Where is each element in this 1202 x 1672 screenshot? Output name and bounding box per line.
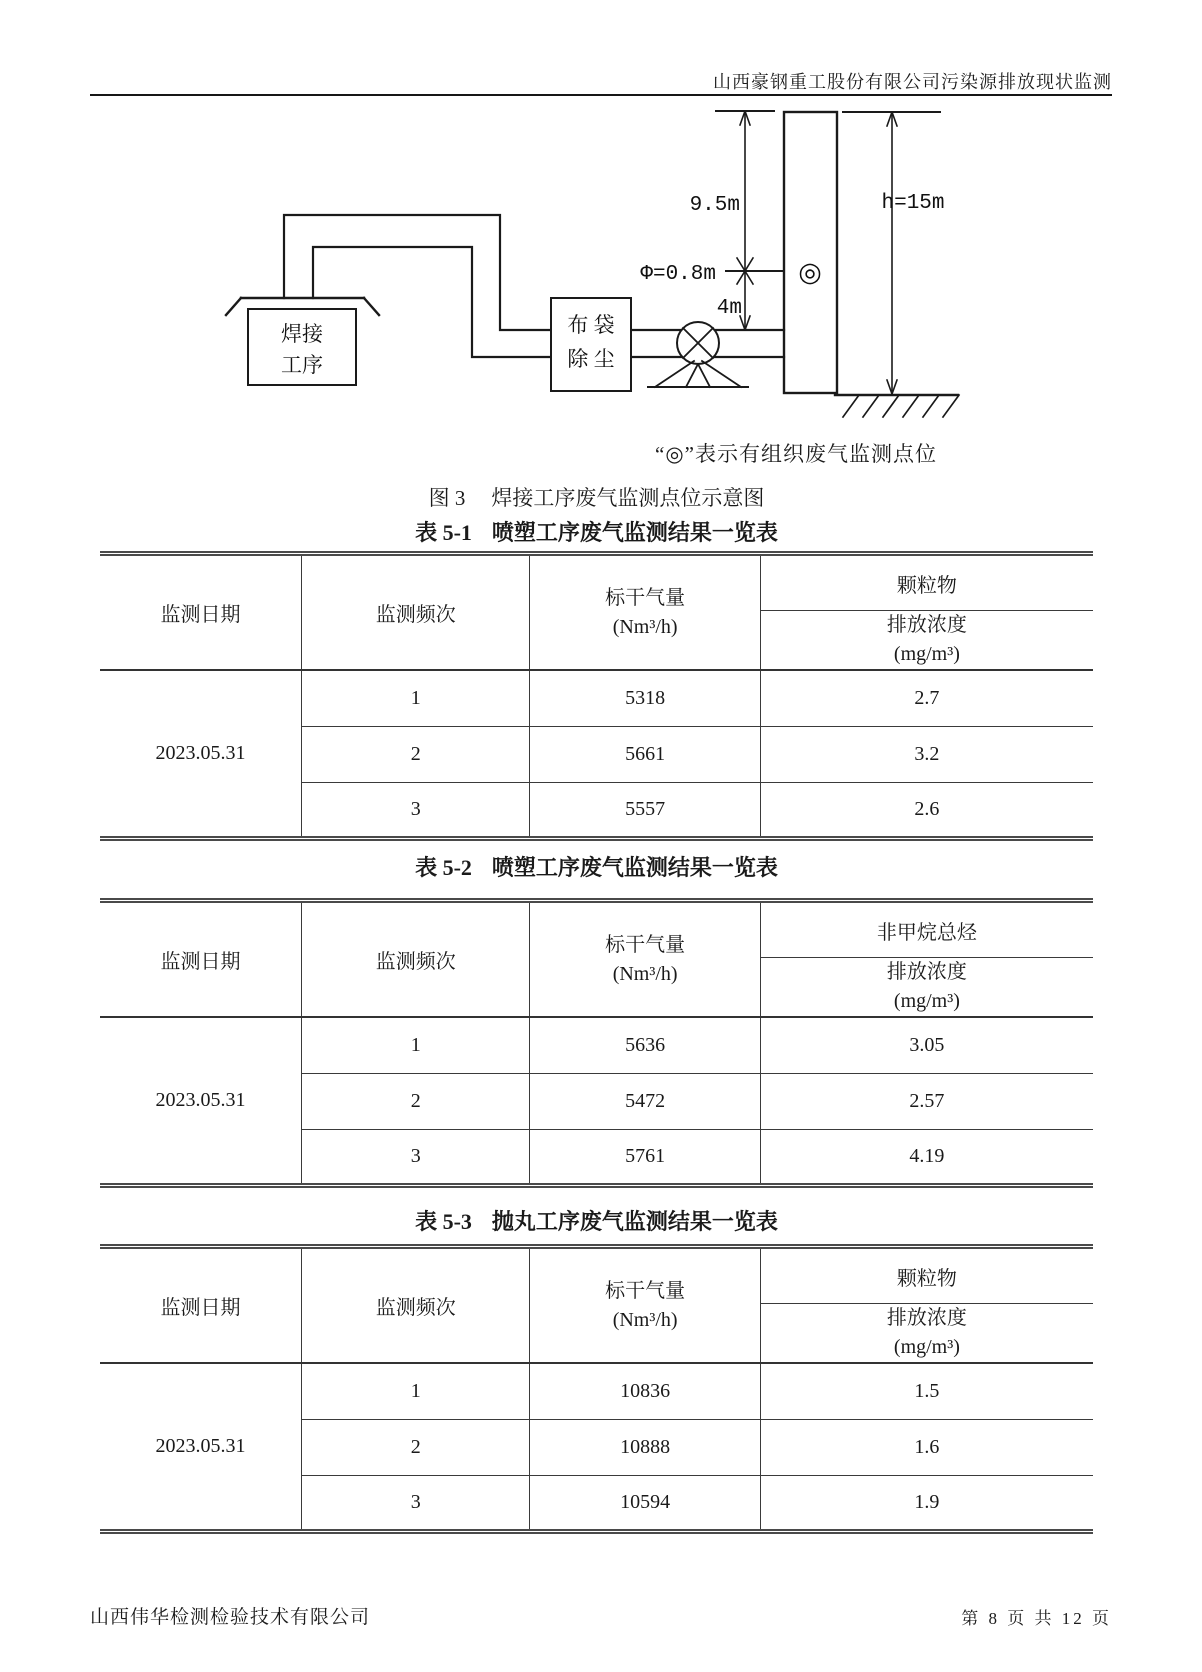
table3-title-text: 抛丸工序废气监测结果一览表 — [491, 1209, 778, 1234]
table2-header-date: 监测日期 — [160, 951, 241, 973]
figure-diagram — [0, 100, 1202, 420]
figure-caption — [100, 482, 1093, 512]
figure-legend: “◎”表示有组织废气监测点位 — [655, 442, 937, 466]
table1-title — [100, 516, 1093, 547]
table1-title-text: 喷塑工序废气监测结果一览表 — [491, 520, 778, 545]
table1-title-label: 表 5-1 — [415, 520, 472, 545]
table-row: 3 5557 2.6 — [100, 782, 1093, 838]
table2-header-pollutant: 非甲烷总烃 — [760, 901, 1093, 958]
table-row: 2 5472 2.57 — [100, 1073, 1093, 1129]
footer-company: 山西伟华检测检验技术有限公司 — [90, 1607, 371, 1628]
table1-date-cell: 2023.05.31 — [100, 670, 302, 838]
table-row: 3 10594 1.9 — [100, 1475, 1093, 1531]
table3-header-pollutant: 颗粒物 — [760, 1247, 1093, 1304]
duct-pipe-outer — [284, 215, 552, 330]
table2-title-label: 表 5-2 — [415, 855, 472, 880]
table-row: 2023.05.31 1 5636 3.05 — [100, 1017, 1093, 1073]
dim-label-4m: 4m — [716, 297, 742, 320]
table-row: 2 5661 3.2 — [100, 726, 1093, 782]
dimension-stack-height — [843, 112, 940, 394]
table-row: 2023.05.31 1 10836 1.5 — [100, 1363, 1093, 1419]
table1-header-date: 监测日期 — [160, 604, 241, 626]
welding-box-label-line2: 工序 — [281, 353, 323, 377]
table3-header-date: 监测日期 — [160, 1297, 241, 1319]
stack — [784, 112, 837, 393]
monitor-point-symbol: ◎ — [798, 257, 822, 287]
table1-header-concentration: 排放浓度 (mg/m³) — [760, 611, 1093, 671]
dim-label-9-5m: 9.5m — [689, 194, 740, 217]
header-rule — [90, 94, 1112, 96]
welding-box-label-line1: 焊接 — [281, 322, 323, 346]
figure-caption-text: 焊接工序废气监测点位示意图 — [491, 486, 765, 510]
table1-header-freq: 监测频次 — [302, 554, 530, 671]
table3-title — [100, 1205, 1093, 1236]
ground-hatching — [835, 395, 959, 417]
dim-label-diameter: Φ=0.8m — [640, 263, 716, 286]
table-row: 2 10888 1.6 — [100, 1419, 1093, 1475]
table2-title-text: 喷塑工序废气监测结果一览表 — [491, 855, 778, 880]
table3-date-cell: 2023.05.31 — [100, 1363, 302, 1531]
table3-header-flow: 标干气量 (Nm³/h) — [530, 1247, 760, 1364]
table3 — [100, 1244, 1093, 1534]
hood-flare-right — [364, 298, 379, 315]
table2-title — [100, 851, 1093, 882]
bag-filter-label-line2: 除 尘 — [567, 347, 615, 371]
page-header-title: 山西豪钢重工股份有限公司污染源排放现状监测 — [713, 72, 1112, 92]
footer-page-number: 第 8 页 共 12 页 — [961, 1609, 1112, 1628]
table2-date-cell: 2023.05.31 — [100, 1017, 302, 1185]
bag-filter-box — [551, 298, 631, 391]
table3-header-concentration: 排放浓度 (mg/m³) — [760, 1304, 1093, 1364]
table2-header-flow: 标干气量 (Nm³/h) — [530, 901, 760, 1018]
table3-header-freq: 监测频次 — [302, 1247, 530, 1364]
table-row: 2023.05.31 1 5318 2.7 — [100, 670, 1093, 726]
table2 — [100, 898, 1093, 1188]
table1-header-flow: 标干气量 (Nm³/h) — [530, 554, 760, 671]
dim-label-stack-height: h=15m — [881, 192, 945, 215]
hood-flare-left — [226, 298, 241, 315]
table2-header-concentration: 排放浓度 (mg/m³) — [760, 958, 1093, 1018]
table-row: 3 5761 4.19 — [100, 1129, 1093, 1185]
fan-icon — [648, 322, 748, 387]
table2-header-freq: 监测频次 — [302, 901, 530, 1018]
table1 — [100, 551, 1093, 841]
duct-pipe-inner — [313, 247, 552, 357]
bag-filter-label-line1: 布 袋 — [567, 313, 615, 337]
figure-caption-label: 图 3 — [428, 486, 466, 510]
table3-title-label: 表 5-3 — [415, 1209, 472, 1234]
table1-header-pollutant: 颗粒物 — [760, 554, 1093, 611]
